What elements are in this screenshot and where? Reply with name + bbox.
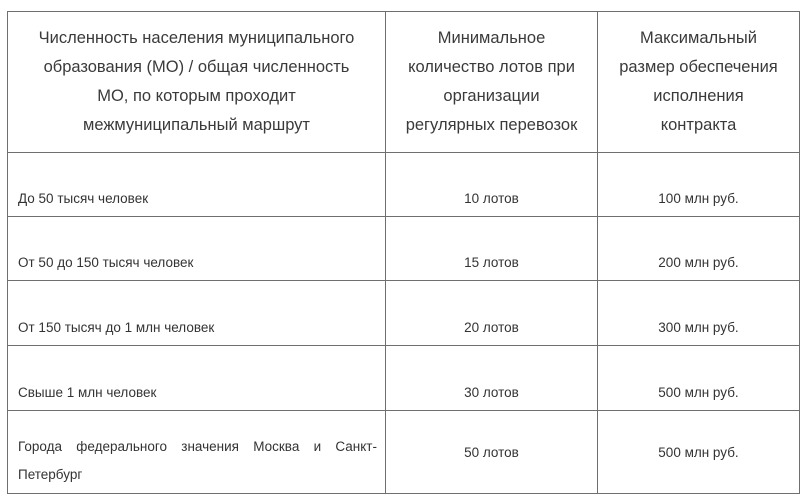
header-line: контракта [660, 116, 737, 134]
lots-cell: 30 лотов [386, 346, 598, 411]
guarantee-cell: 100 млн руб. [598, 153, 800, 217]
guarantee-cell: 300 млн руб. [598, 281, 800, 346]
lots-cell: 50 лотов [386, 411, 598, 494]
guarantee-cell: 500 млн руб. [598, 346, 800, 411]
header-line: Численность населения муниципального [38, 29, 355, 47]
table-row [8, 281, 800, 346]
header-line: исполнения [653, 87, 744, 105]
header-line: размер обеспечения [619, 58, 778, 76]
header-population [8, 12, 386, 153]
population-cell: Города федерального значения Москва и Санкт-Петербург [8, 411, 386, 494]
header-max-guarantee [598, 12, 800, 153]
guarantee-cell: 200 млн руб. [598, 217, 800, 281]
table-row [8, 217, 800, 281]
population-cell: От 50 до 150 тысяч человек [8, 217, 386, 281]
header-line: организации [443, 87, 540, 105]
table-row [8, 153, 800, 217]
population-cell: От 150 тысяч до 1 млн человек [8, 281, 386, 346]
guarantee-cell: 500 млн руб. [598, 411, 800, 494]
header-line: Максимальный [640, 29, 757, 47]
header-line: образования (МО) / общая численность [43, 58, 350, 76]
header-min-lots [386, 12, 598, 153]
lots-cell: 15 лотов [386, 217, 598, 281]
table-row [8, 346, 800, 411]
header-line: МО, по которым проходит [97, 87, 296, 105]
header-line: количество лотов при [408, 58, 575, 76]
table-row [8, 411, 800, 494]
table-header-row [8, 12, 800, 153]
lots-cell: 10 лотов [386, 153, 598, 217]
lots-cell: 20 лотов [386, 281, 598, 346]
population-cell: До 50 тысяч человек [8, 153, 386, 217]
header-line: Минимальное [437, 29, 546, 47]
population-cell: Свыше 1 млн человек [8, 346, 386, 411]
header-line: регулярных перевозок [405, 116, 578, 134]
data-table [7, 11, 800, 494]
header-line: межмуниципальный маршрут [83, 116, 310, 134]
